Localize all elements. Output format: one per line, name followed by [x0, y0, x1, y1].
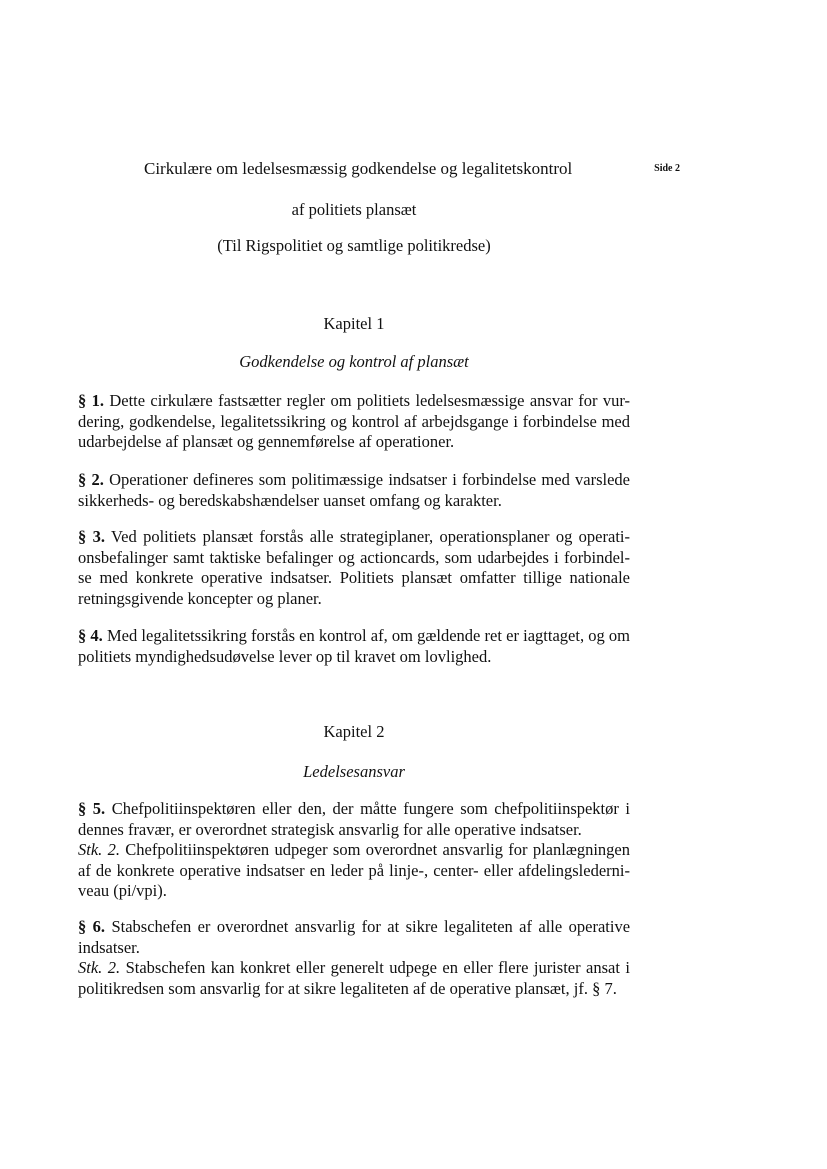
section-2 [78, 470, 630, 511]
section-1 [78, 391, 630, 453]
chapter-2-subtitle: Ledelsesansvar [303, 762, 405, 781]
section-3-text: Ved politiets plansæt forstås alle strategiplaner, operationsplaner og operati-onsbefalinger samt taktiske befalinger og actioncards, som udarbejdes i forbindel-se med konkrete operative indsatser. Politiets plansæt omfatter tillige nationale retningsgivende koncepter og planer. [78, 527, 630, 608]
section-6-number: § 6. [78, 917, 106, 936]
section-6 [78, 917, 630, 999]
chapter-2-heading: Kapitel 2 [323, 722, 385, 741]
document-title: Cirkulære om ledelsesmæssig godkendelse og legalitetskontrol [144, 159, 573, 178]
section-4 [78, 626, 630, 667]
page-number: Side 2 [654, 163, 680, 174]
section-1-text: Dette cirkulære fastsætter regler om politiets ledelsesmæssige ansvar for vur-dering, godkendelse, legalitetssikring og kontrol af arbejdsgange i forbindelse med udarbejdelse af plansæt og gennemførelse af operationer. [78, 391, 631, 452]
chapter-1-subtitle: Godkendelse og kontrol af plansæt [239, 352, 469, 371]
section-2-number: § 2. [78, 470, 104, 489]
section-3 [78, 527, 630, 609]
chapter-1-heading: Kapitel 1 [323, 314, 385, 333]
section-4-number: § 4. [78, 626, 103, 645]
section-5-stk-label: Stk. 2. [78, 840, 120, 860]
section-6-stk-text: Stabschefen kan konkret eller generelt udpege en eller flere jurister ansat i politikredsen som ansvarlig for at sikre legaliteten af de operative plansæt, jf. § 7. [78, 958, 630, 998]
section-3-number: § 3. [78, 527, 105, 546]
section-4-text: Med legalitetssikring forstås en kontrol af, om gældende ret er iagttaget, og om politiets myndighedsudøvelse lever op til kravet om lovlighed. [78, 626, 631, 666]
section-1-number: § 1. [78, 391, 104, 410]
section-6-text: Stabschefen er overordnet ansvarlig for at sikre legaliteten af alle operative indsatser. [78, 917, 631, 957]
section-5-number: § 5. [78, 799, 106, 818]
document-title-line2: af politiets plansæt [291, 200, 417, 219]
section-6-stk-label: Stk. 2. [78, 958, 121, 978]
section-5-stk-text: Chefpolitiinspektøren udpeger som overordnet ansvarlig for planlægningen af de konkrete operative indsatser en leder på linje-, center- eller afdelingslederni-veau (pi/vpi). [78, 840, 630, 901]
section-5-text: Chefpolitiinspektøren eller den, der måtte fungere som chefpolitiinspektør i dennes fravær, er overordnet strategisk ansvarlig for alle operative indsatser. [78, 799, 631, 839]
section-2-text: Operationer defineres som politimæssige indsatser i forbindelse med varslede sikkerheds- og beredskabshændelser uanset omfang og karakter. [78, 470, 631, 510]
recipients-line: (Til Rigspolitiet og samtlige politikredse) [217, 236, 491, 255]
section-5 [78, 799, 630, 902]
